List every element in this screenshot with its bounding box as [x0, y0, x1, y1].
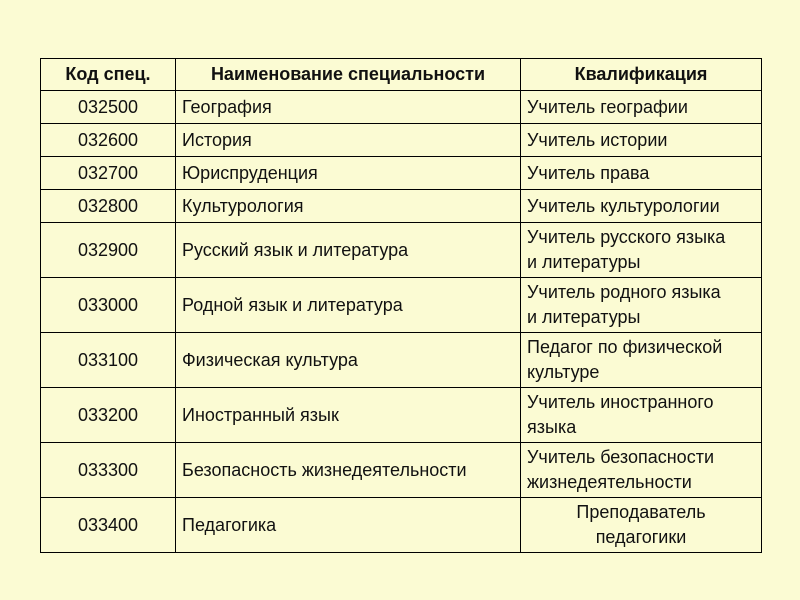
table-row — [41, 498, 762, 553]
cell-qualification — [521, 91, 762, 124]
cell-qualification — [521, 498, 762, 553]
header-qualification: Квалификация — [521, 59, 762, 91]
cell-code: 032700 — [41, 157, 176, 190]
cell-name: Культурология — [176, 190, 521, 223]
cell-qualification — [521, 388, 762, 443]
table-row — [41, 190, 762, 223]
cell-qualification — [521, 223, 762, 278]
cell-code: 032600 — [41, 124, 176, 157]
cell-name: География — [176, 91, 521, 124]
qualification-line: Учитель культурологии — [527, 195, 720, 216]
cell-code: 033400 — [41, 498, 176, 553]
cell-code: 032900 — [41, 223, 176, 278]
cell-qualification — [521, 124, 762, 157]
qualification-line: языка — [527, 417, 577, 437]
cell-name: История — [176, 124, 521, 157]
cell-name: Русский язык и литература — [176, 223, 521, 278]
cell-code: 033000 — [41, 278, 176, 333]
table-header-row — [41, 59, 762, 91]
qualification-line: жизнедеятельности — [527, 472, 692, 492]
table-row — [41, 443, 762, 498]
cell-name: Иностранный язык — [176, 388, 521, 443]
qualification-line: Учитель истории — [527, 129, 668, 150]
qualification-line: Преподаватель — [576, 502, 706, 522]
qualification-line: культуре — [527, 362, 600, 382]
cell-name: Физическая культура — [176, 333, 521, 388]
table-row — [41, 157, 762, 190]
cell-code: 032500 — [41, 91, 176, 124]
specialties-table — [40, 58, 762, 553]
cell-qualification — [521, 443, 762, 498]
qualification-line: Учитель права — [527, 162, 650, 183]
table-row — [41, 124, 762, 157]
qualification-line: Учитель безопасности — [527, 447, 714, 467]
qualification-line: и литературы — [527, 252, 641, 272]
qualification-line: педагогики — [595, 527, 687, 547]
table-row — [41, 333, 762, 388]
cell-qualification — [521, 157, 762, 190]
header-code: Код спец. — [41, 59, 176, 91]
cell-name: Родной язык и литература — [176, 278, 521, 333]
qualification-line: Учитель географии — [527, 96, 688, 117]
table-row — [41, 278, 762, 333]
cell-qualification — [521, 190, 762, 223]
cell-code: 033200 — [41, 388, 176, 443]
qualification-line: Учитель родного языка — [527, 282, 721, 302]
cell-code: 033100 — [41, 333, 176, 388]
table-row — [41, 223, 762, 278]
cell-name: Юриспруденция — [176, 157, 521, 190]
header-name: Наименование специальности — [176, 59, 521, 91]
qualification-line: Учитель иностранного — [527, 392, 714, 412]
cell-name: Безопасность жизнедеятельности — [176, 443, 521, 498]
cell-code: 033300 — [41, 443, 176, 498]
cell-code: 032800 — [41, 190, 176, 223]
cell-qualification — [521, 278, 762, 333]
qualification-line: Учитель русского языка — [527, 227, 726, 247]
qualification-line: Педагог по физической — [527, 337, 723, 357]
cell-name: Педагогика — [176, 498, 521, 553]
table-row — [41, 388, 762, 443]
qualification-line: и литературы — [527, 307, 641, 327]
table-row — [41, 91, 762, 124]
cell-qualification — [521, 333, 762, 388]
